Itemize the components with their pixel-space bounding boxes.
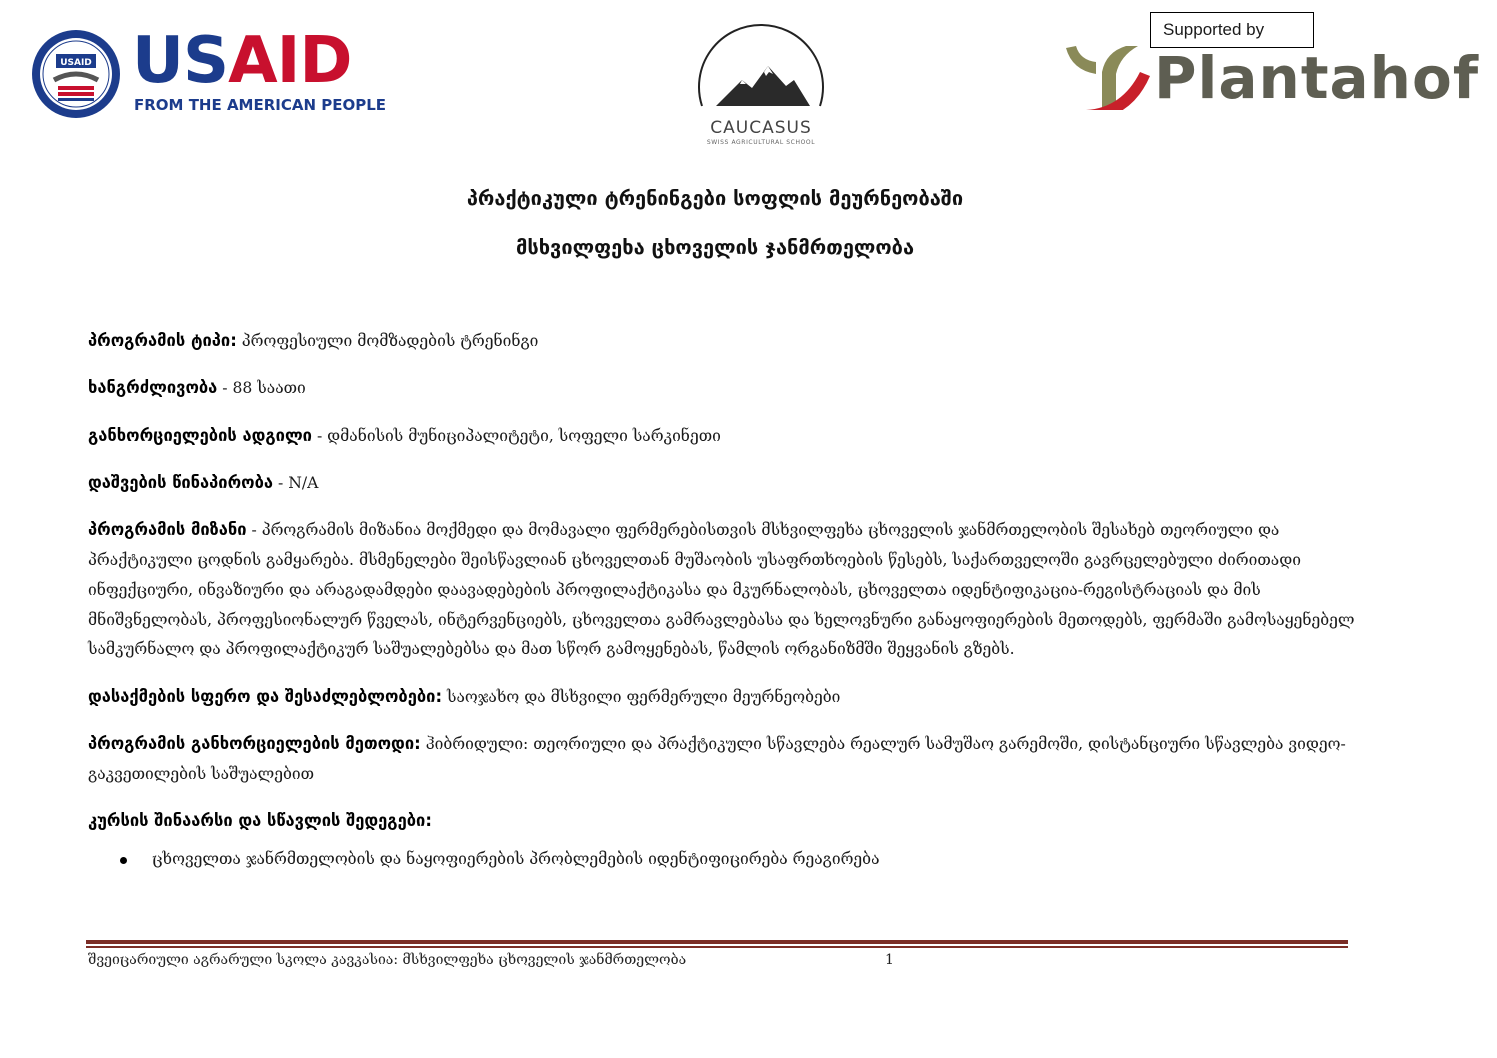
- method-row: [88, 729, 1358, 790]
- employment-value: საოჯახო და მსხვილი ფერმერული მეურნეობები: [442, 687, 841, 706]
- usaid-seal-icon: [30, 28, 122, 120]
- caucasus-subtitle: SWISS AGRICULTURAL SCHOOL: [706, 139, 816, 146]
- employment-row: [88, 682, 1358, 713]
- method-value: ჰიბრიდული: თეორიული და პრაქტიკული სწავლება რეალურ სამუშაო გარემოში, დისტანციური სწავლება ვიდეო-გაკვეთილების საშუალებით: [88, 734, 1346, 783]
- footer-text: შვეიცარიული აგრარული სკოლა კავკასია: მსხვილფეხა ცხოველის ჯანმრთელობა: [88, 952, 687, 968]
- outcomes-heading: კურსის შინაარსი და სწავლის შედეგები:: [88, 811, 432, 831]
- page-subtitle: მსხვილფეხა ცხოველის ჯანმრთელობა: [515, 235, 915, 259]
- outcomes-heading-row: [88, 806, 1358, 837]
- location-value: - დმანისის მუნიციპალიტეტი, სოფელი სარკინეთი: [311, 426, 721, 445]
- program-type-row: [88, 326, 1358, 357]
- plantahof-mark-icon: [1062, 26, 1152, 110]
- location-row: [88, 421, 1358, 452]
- plantahof-logo: [1062, 10, 1480, 120]
- program-type-value: პროფესიული მომზადების ტრენინგი: [236, 332, 539, 350]
- footer-divider-thick: [86, 940, 1348, 944]
- usaid-logo: [30, 24, 387, 124]
- prerequisite-value: - N/A: [273, 473, 319, 492]
- plantahof-wordmark: Plantahof: [1154, 44, 1480, 112]
- bullet-icon: [120, 857, 127, 864]
- footer-divider-thin: [86, 946, 1348, 948]
- duration-row: [88, 373, 1358, 404]
- supported-by-label: Supported by: [1150, 12, 1314, 48]
- employment-label: დასაქმების სფერო და შესაძლებლობები:: [88, 686, 443, 706]
- usaid-wordmark: USAID: [132, 24, 352, 98]
- goal-value: - პროგრამის მიზანია მოქმედი და მომავალი ფერმერებისთვის მსხვილფეხა ცხოველის ჯანმრთელობის შესახებ თეორიული და პრაქტიკული ცოდნის გამყარება. მსმენელები შეისწავლიან ცხოველთან მუშაობის უსაფრთხოების წესებს, საქართველოში გავრცელებული ძირითადი ინფექციური, ინვაზიური და არაგადამდები დაავადებების პროფილაქტიკასა და მკურნალობას, ცხოველთა იდენტიფიკაცია-რეგისტრაციას და მის მნიშვნელობას, პროფესიონალურ წველას, ინტერვენციებს, ცხოველთა გამრავლებასა და ხელოვნური განაყოფიერების მეთოდებს, ფერმაში გამოსაყენებელ სამკურნალო და პროფილაქტიკურ საშუალებებსა და მათ სწორ გამოყენებას, წამლის ორგანიზმში შეყვანის გზებს.: [88, 521, 1355, 659]
- program-type-label: პროგრამის ტიპი:: [88, 331, 237, 350]
- mountain-icon: [690, 14, 832, 124]
- caucasus-logo: [690, 14, 832, 154]
- prerequisite-label: დაშვების წინაპირობა: [88, 472, 274, 492]
- outcome-text: ცხოველთა ჯანრმთელობის და ნაყოფიერების პრობლემების იდენტიფიცირება რეაგირება: [152, 849, 880, 868]
- caucasus-name: CAUCASUS: [710, 118, 812, 138]
- page-number: 1: [885, 952, 894, 968]
- page-title: პრაქტიკული ტრენინგები სოფლის მეურნეობაში: [466, 186, 964, 210]
- location-label: განხორციელების ადგილი: [88, 425, 312, 445]
- goal-label: პროგრამის მიზანი: [88, 520, 247, 540]
- duration-label: ხანგრძლივობა: [88, 378, 218, 398]
- usaid-tagline: FROM THE AMERICAN PEOPLE: [134, 96, 387, 114]
- prerequisite-row: [88, 468, 1358, 499]
- duration-value: - 88 საათი: [217, 379, 306, 398]
- method-label: პროგრამის განხორციელების მეთოდი:: [88, 733, 421, 753]
- program-details: [88, 326, 1358, 875]
- goal-row: [88, 515, 1358, 665]
- usaid-seal-center: USAID: [60, 58, 92, 68]
- list-item: [88, 845, 1358, 875]
